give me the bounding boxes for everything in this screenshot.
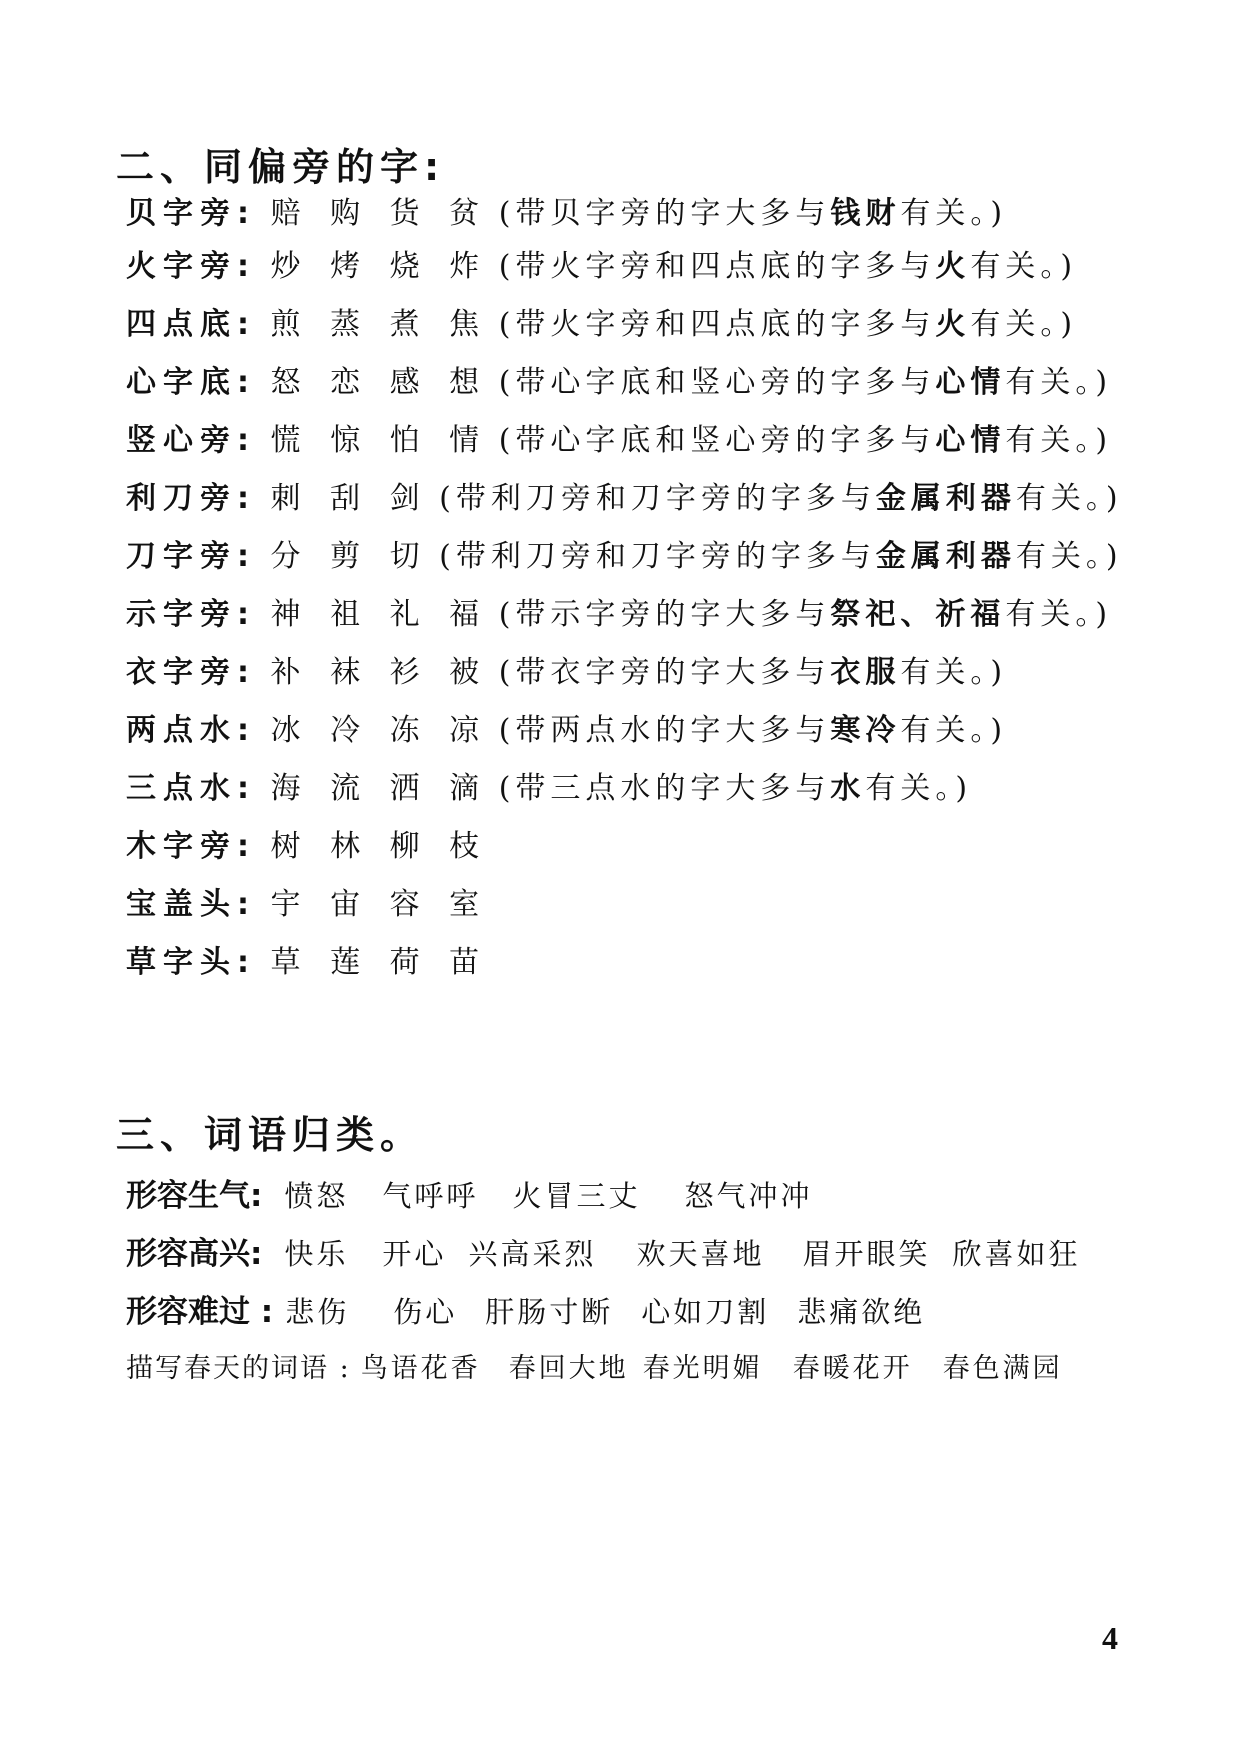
radical-row (126, 531, 1123, 575)
word: 春暖花开 (792, 1353, 913, 1384)
word: 欢天喜地 (636, 1237, 765, 1271)
radical-row (126, 937, 484, 981)
note-keyword: 钱财 (830, 196, 901, 231)
note-suffix: 有关。) (900, 196, 1008, 231)
radical-label: 宝盖头: (126, 887, 256, 922)
word: 快乐 (284, 1237, 349, 1271)
note-prefix: (带心字底和竖心旁的字多与 (498, 365, 936, 400)
note-keyword: 火 (935, 307, 971, 342)
word: 肝肠寸断 (485, 1295, 614, 1329)
word-category-row (126, 1346, 1063, 1385)
example-chars: 分 剪 切 (270, 539, 425, 574)
example-chars: 慌 惊 怕 情 (270, 423, 485, 458)
note-keyword: 火 (935, 249, 971, 284)
note-prefix: (带示字旁的字大多与 (498, 597, 831, 632)
example-chars: 海 流 洒 滴 (270, 771, 485, 806)
note-keyword: 金属利器 (875, 539, 1016, 574)
note-prefix: (带火字旁和四点底的字多与 (498, 249, 936, 284)
word: 悲伤 (285, 1295, 350, 1329)
note-suffix: 有关。) (1015, 539, 1123, 574)
word: 伤心 (393, 1295, 458, 1329)
example-chars: 炒 烤 烧 炸 (270, 249, 485, 284)
word: 心如刀割 (641, 1295, 770, 1329)
category-label: 形容难过 : (126, 1294, 274, 1330)
word: 春色满园 (942, 1353, 1063, 1384)
word: 春回大地 (508, 1353, 629, 1384)
radical-row (126, 879, 484, 923)
note-suffix: 有关。) (970, 249, 1078, 284)
radical-row (126, 473, 1123, 517)
word: 愤怒 (284, 1179, 349, 1213)
note-suffix: 有关。) (900, 713, 1008, 748)
note-prefix: (带两点水的字大多与 (498, 713, 831, 748)
note-prefix: (带心字底和竖心旁的字多与 (498, 423, 936, 458)
radical-label: 刀字旁: (126, 539, 256, 574)
category-label: 描写春天的词语 : (126, 1353, 351, 1384)
note-keyword: 水 (830, 771, 866, 806)
example-chars: 草 莲 荷 苗 (270, 945, 485, 980)
radical-row (126, 589, 1112, 633)
example-chars: 宇 宙 容 室 (270, 887, 485, 922)
radical-label: 三点水: (126, 771, 256, 806)
note-suffix: 有关。) (1005, 365, 1113, 400)
radical-label: 贝字旁: (126, 196, 256, 231)
radical-label: 火字旁: (126, 249, 256, 284)
radical-label: 木字旁: (126, 829, 256, 864)
note-keyword: 金属利器 (875, 481, 1016, 516)
example-chars: 树 林 柳 枝 (270, 829, 485, 864)
note-prefix: (带衣字旁的字大多与 (498, 655, 831, 690)
word: 眉开眼笑 (802, 1237, 931, 1271)
note-keyword: 祭祀、祈福 (830, 597, 1006, 632)
radical-row (126, 763, 972, 807)
radical-row (126, 188, 1007, 232)
example-chars: 神 祖 礼 福 (270, 597, 485, 632)
word: 气呼呼 (382, 1179, 479, 1213)
note-prefix: (带贝字旁的字大多与 (498, 196, 831, 231)
word-category-row (126, 1170, 812, 1215)
word: 兴高采烈 (468, 1237, 597, 1271)
radical-label: 示字旁: (126, 597, 256, 632)
radical-label: 利刀旁: (126, 481, 256, 516)
note-keyword: 寒冷 (830, 713, 901, 748)
example-chars: 补 袜 衫 被 (270, 655, 485, 690)
example-chars: 刺 刮 剑 (270, 481, 425, 516)
example-chars: 怒 恋 感 想 (270, 365, 485, 400)
note-suffix: 有关。) (1005, 597, 1113, 632)
radical-row (126, 705, 1007, 749)
word-category-row (126, 1286, 925, 1331)
radical-row (126, 241, 1077, 285)
note-suffix: 有关。) (1005, 423, 1113, 458)
example-chars: 赔 购 货 贫 (270, 196, 485, 231)
radical-row (126, 357, 1112, 401)
example-chars: 冰 冷 冻 凉 (270, 713, 485, 748)
note-suffix: 有关。) (970, 307, 1078, 342)
radical-row (126, 647, 1007, 691)
word-category-row (126, 1228, 1081, 1273)
note-prefix: (带利刀旁和刀字旁的字多与 (439, 481, 876, 516)
word: 悲痛欲绝 (797, 1295, 926, 1329)
note-keyword: 心情 (935, 365, 1006, 400)
note-prefix: (带火字旁和四点底的字多与 (498, 307, 936, 342)
word: 春光明媚 (642, 1353, 763, 1384)
radical-row (126, 299, 1077, 343)
category-label: 形容生气: (126, 1178, 263, 1214)
example-chars: 煎 蒸 煮 焦 (270, 307, 485, 342)
category-label: 形容高兴: (126, 1236, 263, 1272)
word: 鸟语花香 (360, 1353, 481, 1384)
radical-label: 两点水: (126, 713, 256, 748)
word: 欣喜如狂 (952, 1237, 1081, 1271)
word: 火冒三丈 (512, 1179, 641, 1213)
word: 开心 (382, 1237, 447, 1271)
note-keyword: 衣服 (830, 655, 901, 690)
radical-label: 心字底: (126, 365, 256, 400)
radical-label: 竖心旁: (126, 423, 256, 458)
note-suffix: 有关。) (1015, 481, 1123, 516)
radical-label: 四点底: (126, 307, 256, 342)
note-suffix: 有关。) (900, 655, 1008, 690)
radical-label: 草字头: (126, 945, 256, 980)
note-suffix: 有关。) (865, 771, 973, 806)
page-number: 4 (1102, 1620, 1118, 1656)
section-2-heading: 二、同偏旁的字: (116, 145, 446, 189)
note-prefix: (带利刀旁和刀字旁的字多与 (439, 539, 876, 574)
note-prefix: (带三点水的字大多与 (498, 771, 831, 806)
radical-row (126, 821, 484, 865)
note-keyword: 心情 (935, 423, 1006, 458)
word: 怒气冲冲 (684, 1179, 813, 1213)
radical-row (126, 415, 1112, 459)
section-3-heading: 三、词语归类。 (116, 1113, 425, 1157)
radical-label: 衣字旁: (126, 655, 256, 690)
